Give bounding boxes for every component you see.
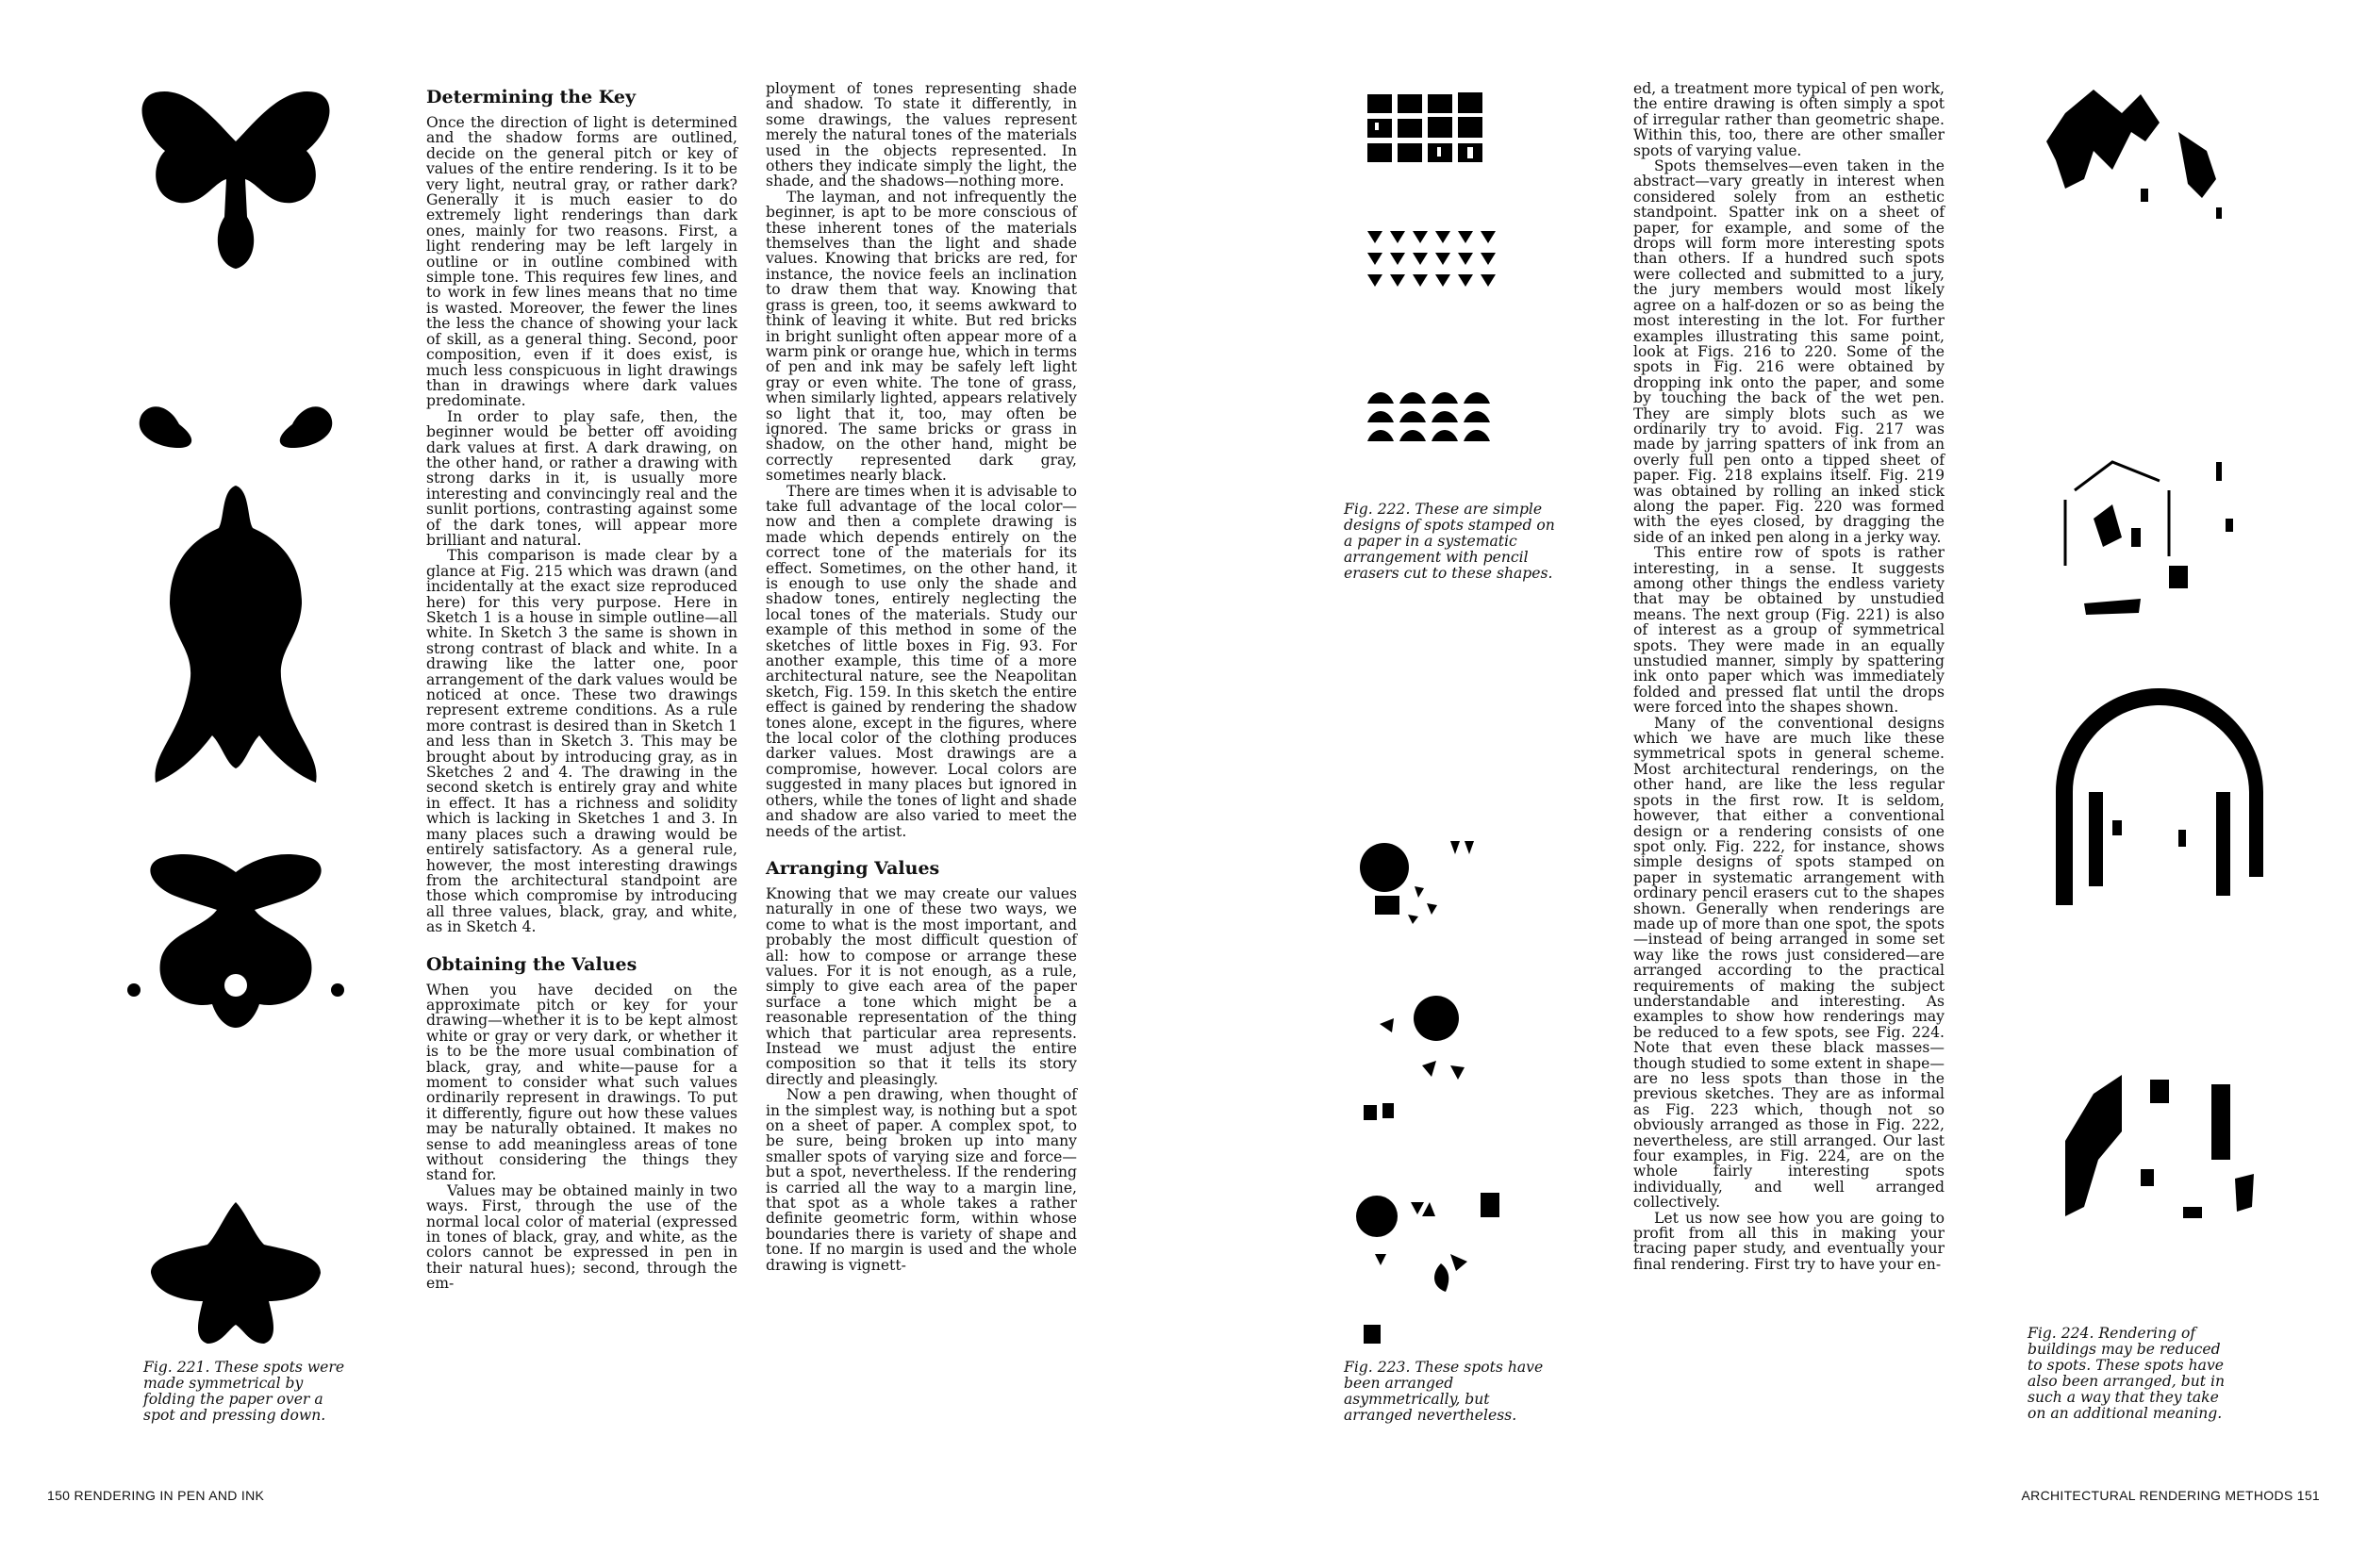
left-column-2 [766,81,1077,1273]
paragraph: This entire row of spots is rather interesting, in a sense. It suggests among other things the endless variety that may be obtained by unstudied means. The next group (Fig. 221) is also of interest as a group of symmetrical spots. They were made in an equally unstudied manner, simply by spattering ink onto paper which was immediately folded and pressed flat until the drops were forced into the shapes shown. [1633,544,1945,717]
spot-group-2 [1364,996,1465,1120]
fig-222-caption: Fig. 222. These are simple designs of spots stamped on a paper in a systematic arrangement with pencil erasers cut to these shapes. [1344,501,1555,582]
left-folio: 150 RENDERING IN PEN AND INK [47,1488,265,1503]
fig-221-ink-blots [113,75,358,1367]
building-spot-3 [2056,688,2263,905]
paragraph: Now a pen drawing, when thought of in the simplest way, is nothing but a spot on a sheet of paper. A complex spot, to be sure, being broken up into many smaller spots of varying size and force—but a spot, nevertheless. If the rendering is carried all the way to a margin line, that spot as a whole takes a rather definite geometric form, within whose boundaries there is variety of shape and tone. If no margin is used and the whole drawing is vignett- [766,1086,1077,1274]
spot-group-1 [1360,841,1474,924]
symmetric-blot-tall [155,486,316,783]
fig-222-stamped-designs [1366,85,1507,462]
building-spot-1 [2046,90,2222,219]
stamp-row-arrows [1367,231,1496,287]
fig-221-caption: Fig. 221. These spots were made symmetrical by folding the paper over a spot and pressing down. [143,1359,345,1424]
stamp-row-blocks [1367,92,1482,162]
paragraph: ployment of tones representing shade and shadow. To state it differently, in some drawings, the values represent merely the natural tones of the materials used in the objects represented. In others they indicate simply the light, the shade, and the shadows—nothing more. [766,80,1077,190]
paragraph: Once the direction of light is determined and the shadow forms are outlined, decide on the general pitch or key of values of the entire rendering. Is it to be very light, neutral gray, or rather dark? Generally it is much easier to do extremely light renderings than dark ones, mainly for two reasons. First, a light rendering may be left largely in outline or in outline combined with simple tone. This requires few lines, and to work in few lines means that no time is wasted. Moreover, the fewer the lines the less the chance of showing your lack of skill, as a general thing. Second, poor composition, even if it does exist, is much less conspicuous in light drawings than in drawings where dark values predominate. [426,114,737,410]
paragraph: In order to play safe, then, the beginner would be better off avoiding dark values at first. A dark drawing, on the other hand, or rather a drawing with strong darks in it, is usually more interesting and convincingly real and the sunlit portions, contrasting against some of the dark tones, will appear more brilliant and natural. [426,407,737,549]
stamp-row-mounds [1367,392,1490,441]
left-column-1 [426,87,737,1292]
fig-223-caption: Fig. 223. These spots have been arranged asymmetrically, but arranged nevertheless. [1344,1359,1544,1424]
symmetric-blot-pair [140,406,333,448]
right-folio: ARCHITECTURAL RENDERING METHODS 151 [2021,1488,2320,1503]
fig-224-building-spots [2028,75,2282,1263]
building-spot-4 [2065,1075,2254,1218]
symmetric-blot-bottom [151,1202,321,1344]
fig-224-caption: Fig. 224. Rendering of buildings may be reduced to spots. These spots have also been arranged, but in such a way that they take on an additional meaning. [2028,1325,2226,1422]
paragraph: Spots themselves—even taken in the abstract—vary greatly in interest when considered solely from an esthetic standpoint. Spatter ink on a sheet of paper, for example, and some of the drops will form more interesting spots than others. If a hundred such spots were collected and submitted to a jury, the jury members would most likely agree on a half-dozen or so as being the most interesting in the lot. For further examples illustrating this same point, look at Figs. 216 to 220. Some of the spots in Fig. 216 were obtained by dropping ink onto the paper, and some by touching the back of the wet pen. They are simply blots such as we ordinarily try to avoid. Fig. 217 was made by jarring spatters of ink from an overly full pen onto a tipped sheet of paper. Fig. 218 explains itself. Fig. 219 was obtained by rolling an inked stick along the paper. Fig. 220 was formed with the eyes closed, by dragging the side of an inked pen along in a jerky way. [1633,157,1945,546]
symmetric-blot-butterfly [142,91,330,269]
paragraph: Many of the conventional designs which we have are much like these symmetrical spots in general scheme. Most architectural renderings, on the other hand, are like the less regular spots in the first row. It is seldom, however, that either a conventional design or a rendering consists of one spot only. Fig. 222, for instance, shows simple designs of spots stamped on paper in systematic arrangement with ordinary pencil erasers cut to the shapes shown. Generally when renderings are made up of more than one spot, the spots—instead of being arranged in some set way like the rows just considered—are arranged according to the practical requirements of making the subject understandable and interesting. As examples to show how renderings may be reduced to a few spots, see Fig. 224. Note that even these black masses—though studied to some extent in shape—are no less spots than those in the previous sketches. They are as informal as Fig. 223 which, though not so obviously arranged as those in Fig. 222, nevertheless, are still arranged. Our last four examples, in Fig. 224, are on the whole fairly interesting spots individually, and well arranged collectively. [1633,714,1945,1212]
paragraph: When you have decided on the approximate pitch or key for your drawing—whether it is to be kept almost white or gray or very dark, or whether it is to be the more usual combination of black, gray, and white—pause for a moment to consider what such values ordinarily represent in drawings. To put it differently, figure out how these values may be naturally obtained. It makes no sense to add meaningless areas of tone without considering the things they stand for. [426,981,737,1184]
right-column-text [1633,81,1945,1272]
paragraph: This comparison is made clear by a glance at Fig. 215 which was drawn (and incidentally at the exact size reproduced here) for this very purpose. Here in Sketch 1 is a house in simple outline—all white. In Sketch 3 the same is shown in strong contrast of black and white. In a drawing like the latter one, poor arrangement of the dark values would be noticed at once. These two drawings represent extreme conditions. As a rule more contrast is desired than in Sketch 1 and less than in Sketch 3. This may be brought about by introducing gray, as in Sketches 2 and 4. The drawing in the second sketch is entirely gray and white in effect. It has a richness and solidity which is lacking in Sketches 1 and 3. In many places such a drawing would be entirely satisfactory. As a general rule, however, the most interesting drawings from the architectural standpoint are those which compromise by introducing all three values, black, gray, and white, as in Sketch 4. [426,547,737,936]
heading-obtaining-the-values: Obtaining the Values [426,953,637,975]
paragraph: The layman, and not infrequently the beginner, is apt to be more conscious of these inherent tones of the materials themselves than the light and shade values. Knowing that bricks are red, for instance, the novice feels an inclination to draw them that way. Knowing that grass is green, too, it seems awkward to think of leaving it white. But red bricks in bright sunlight often appear more of a warm pink or orange hue, which in terms of pen and ink may be safely left light gray or even white. The tone of grass, when similarly lighted, appears relatively so light that it, too, may often be ignored. The same bricks or grass in shadow, on the other hand, might be correctly represented dark gray, sometimes nearly black. [766,188,1077,485]
paragraph: Values may be obtained mainly in two ways. First, through the use of the normal local color of material (expressed in tones of black, gray, and white, as the colors cannot be expressed in pen in their natural hues); second, through the em- [426,1181,737,1293]
fig-223-asymmetric-spots [1356,830,1516,1358]
paragraph: Knowing that we may create our values naturally in one of these two ways, we come to what is the most important, and probably the most difficult question of all: how to compose or arrange these values. For it is not enough, as a rule, simply to give each area of the paper surface a tone which might be a reasonable representation of the thing which that particular area represents. Instead we must adjust the entire composition so that it tells its story directly and pleasingly. [766,884,1077,1088]
spot-group-3 [1356,1193,1499,1344]
heading-arranging-values: Arranging Values [766,857,940,879]
heading-determining-the-key: Determining the Key [426,87,637,107]
symmetric-blot-mask [127,854,344,1028]
building-spot-2 [2065,462,2169,566]
paragraph: There are times when it is advisable to take full advantage of the local color—now and then a complete drawing is made which depends entirely on the correct tone of the materials for its effect. Sometimes, on the other hand, it is enough to use only the shade and shadow tones, entirely neglecting the local tones of the materials. Study our example of this method in some of the sketches of little boxes in Fig. 93. For another example, this time of a more architectural nature, see the Neapolitan sketch, Fig. 159. In this sketch the entire effect is gained by rendering the shadow tones alone, except in the figures, where the local color of the clothing produces darker values. Most drawings are a compromise, however. Local colors are suggested in many places but ignored in others, while the tones of light and shade and shadow are also varied to meet the needs of the artist. [766,482,1077,840]
paragraph: ed, a treatment more typical of pen work, the entire drawing is often simply a spot of irregular rather than geometric shape. Within this, too, there are other smaller spots of varying value. [1633,80,1945,159]
building-spot-2-fill [2084,462,2233,615]
paragraph: Let us now see how you are going to profit from all this in making your tracing paper study, and eventually your final rendering. First try to have your en- [1633,1209,1945,1273]
